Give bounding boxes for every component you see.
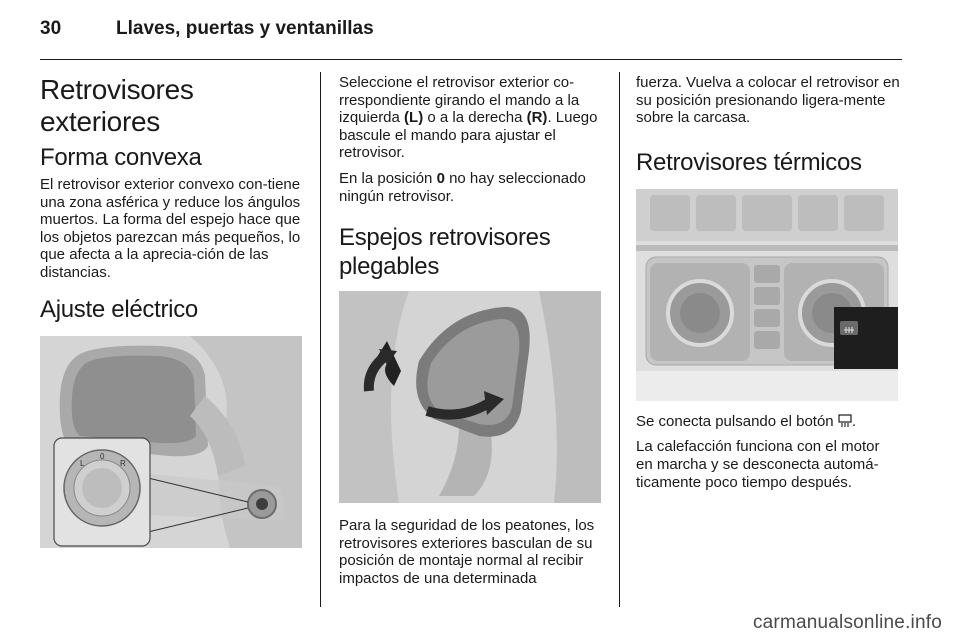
heated-mirrors-heading: Retrovisores térmicos (636, 148, 862, 176)
folding-mirrors-text: Para la seguridad de los peatones, los retrovisores exteriores basculan de su posición de montaje normal al recibir impactos de una determinada (339, 517, 595, 587)
column-2 (339, 74, 601, 588)
rear-defrost-icon (838, 414, 852, 428)
folding-mirror-figure (339, 291, 601, 503)
page-header (40, 18, 920, 48)
watermark: carmanualsonline.info (752, 612, 942, 633)
column-divider-1 (320, 72, 321, 607)
knob-label-l: L (80, 458, 85, 468)
chapter-title: Llaves, puertas y ventanillas (116, 18, 374, 39)
convex-shape-text: El retrovisor exterior convexo con-tiene una zona asférica y reduce los ángulos muertos. La forma del espejo hace que los objetos parezcan más pequeños, lo que afecta a la aprecia-ción de las distancias. (40, 176, 301, 281)
page-number: 30 (40, 18, 62, 39)
knob-label-0: 0 (100, 451, 105, 461)
knob-label-r: R (120, 458, 126, 468)
electric-adjust-heading: Ajuste eléctrico (40, 295, 198, 323)
convex-shape-heading: Forma convexa (40, 144, 202, 171)
header-rule (40, 59, 902, 60)
heated-button-text: Se conecta pulsando el botón . (636, 412, 856, 430)
position-zero-text: En la posición 0 no hay seleccionado ningún retrovisor. (339, 169, 586, 205)
mirror-select-text: Seleccione el retrovisor exterior co-rrespondiente girando el mando a la izquierda (L) o a la derecha (R). Luego bascule el mando para ajustar el retrovisor. (339, 74, 598, 162)
section-title: Retrovisores exteriores (40, 74, 194, 137)
column-divider-2 (619, 72, 620, 607)
mirror-adjust-figure (40, 336, 302, 548)
heated-operation-text: La calefacción funciona con el motor en marcha y se desconecta automá-ticamente poco tiempo después. (636, 438, 880, 491)
reposition-text: fuerza. Vuelva a colocar el retrovisor en su posición presionando ligera-mente sobre la carcasa. (636, 74, 900, 127)
folding-mirrors-heading: Espejos retrovisores plegables (339, 224, 551, 281)
column-1 (40, 74, 302, 548)
column-3 (636, 74, 900, 491)
heated-mirror-figure (636, 189, 898, 401)
